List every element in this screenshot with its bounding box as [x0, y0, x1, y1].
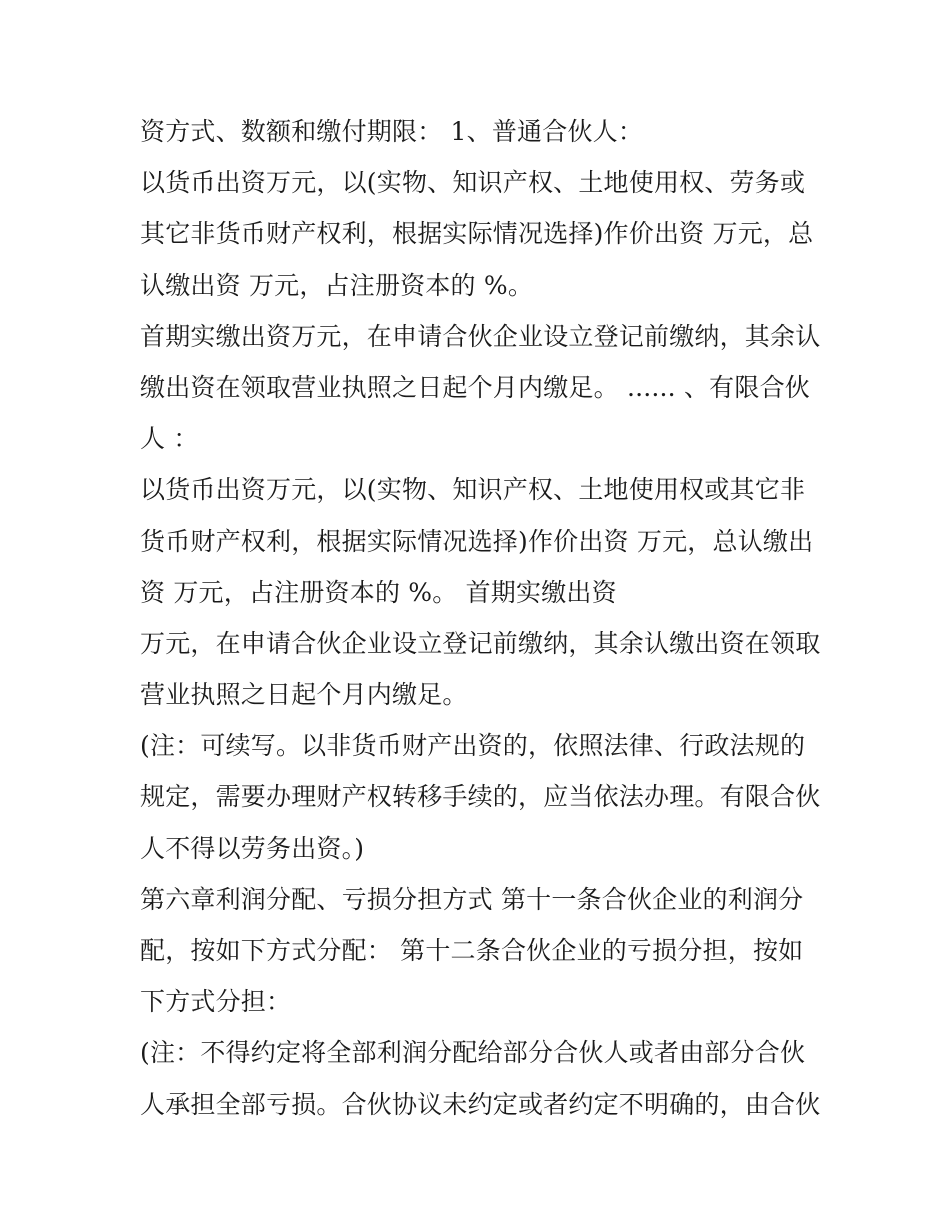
text-line: (注：不得约定将全部利润分配给部分合伙人或者由部分合伙 — [140, 1038, 806, 1068]
text-line: 人 ： — [140, 424, 199, 454]
text-line: 货币财产权利，根据实际情况选择)作价出资 万元，总认缴出 — [140, 526, 814, 556]
text-line: 人不得以劳务出资。) — [140, 833, 365, 863]
text-line: 下方式分担： — [140, 987, 292, 1017]
text-line: 第六章利润分配、亏损分担方式 第十一条合伙企业的利润分 — [140, 884, 804, 914]
text-line: 资方式、数额和缴付期限： 1、普通合伙人： — [140, 117, 644, 146]
text-line: 以货币出资万元，以(实物、知识产权、土地使用权、劳务或 — [140, 168, 806, 198]
text-line: 其它非货币财产权利，根据实际情况选择)作价出资 万元，总 — [140, 219, 814, 249]
text-line: 首期实缴出资万元，在申请合伙企业设立登记前缴纳，其余认 — [140, 321, 821, 351]
text-line: 以货币出资万元，以(实物、知识产权、土地使用权或其它非 — [140, 475, 806, 505]
text-line: 缴出资在领取营业执照之日起个月内缴足。 ...... 、有限合伙 — [140, 372, 810, 402]
text-line: 规定，需要办理财产权转移手续的，应当依法办理。有限合伙 — [140, 782, 821, 812]
text-line: 资 万元，占注册资本的 %。 首期实缴出资 — [140, 577, 617, 607]
text-line: 人承担全部亏损。合伙协议未约定或者约定不明确的，由合伙 — [140, 1089, 821, 1119]
text-line: 配，按如下方式分配： 第十二条合伙企业的亏损分担，按如 — [140, 936, 804, 965]
document-body — [140, 106, 830, 1130]
text-line: 营业执照之日起个月内缴足。 — [140, 680, 468, 710]
text-line: 认缴出资 万元，占注册资本的 %。 — [140, 270, 534, 300]
text-line: 万元，在申请合伙企业设立登记前缴纳，其余认缴出资在领取 — [140, 628, 821, 658]
text-line: (注：可续写。以非货币财产出资的，依照法律、行政法规的 — [140, 731, 806, 761]
